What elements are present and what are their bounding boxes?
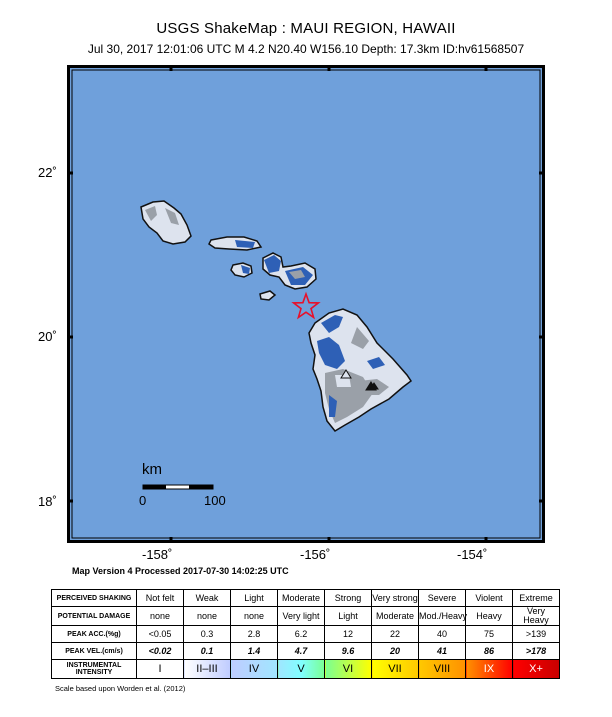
intensity-swatch: I	[137, 660, 184, 679]
legend-cell: 12	[325, 626, 372, 643]
legend-row-acc	[52, 626, 560, 643]
legend-cell: 9.6	[325, 643, 372, 660]
legend-cell: Extreme	[513, 590, 560, 607]
legend-cell: Very light	[278, 607, 325, 626]
legend-row-label: PERCEIVED SHAKING	[52, 590, 137, 607]
legend-row-damage	[52, 607, 560, 626]
legend-cell: 41	[419, 643, 466, 660]
scale-bar	[143, 485, 213, 489]
legend-cell: none	[137, 607, 184, 626]
legend-cell: <0.02	[137, 643, 184, 660]
shakemap	[67, 65, 545, 543]
scale-end: 100	[204, 493, 226, 508]
intensity-swatch: VI	[325, 660, 372, 679]
legend-cell: 4.7	[278, 643, 325, 660]
legend-row-vel	[52, 643, 560, 660]
legend-cell: 2.8	[231, 626, 278, 643]
legend-cell: 0.3	[184, 626, 231, 643]
lon-label-158: -158˚	[142, 547, 173, 562]
legend-cell: Severe	[419, 590, 466, 607]
legend-cell: Very strong	[372, 590, 419, 607]
footnote: Scale based upon Worden et al. (2012)	[55, 684, 186, 693]
map-canvas	[67, 65, 545, 543]
ocean	[67, 65, 545, 543]
legend-cell: Mod./Heavy	[419, 607, 466, 626]
intensity-swatch: X+	[513, 660, 560, 679]
legend-cell: Violent	[466, 590, 513, 607]
map-version: Map Version 4 Processed 2017-07-30 14:02:25 UTC	[72, 566, 289, 576]
legend-cell: Strong	[325, 590, 372, 607]
legend-cell: Heavy	[466, 607, 513, 626]
event-details: Jul 30, 2017 12:01:06 UTC M 4.2 N20.40 W156.10 Depth: 17.3km ID:hv61568507	[87, 42, 525, 56]
legend-cell: 20	[372, 643, 419, 660]
legend-row-label: PEAK ACC.(%g)	[52, 626, 137, 643]
legend-cell: none	[184, 607, 231, 626]
legend-row-shaking	[52, 590, 560, 607]
legend-cell: >139	[513, 626, 560, 643]
legend-row-label: POTENTIAL DAMAGE	[52, 607, 137, 626]
lat-label-20: 20˚	[38, 329, 57, 344]
intensity-swatch: IX	[466, 660, 513, 679]
scale-start: 0	[139, 493, 147, 508]
legend-cell: Weak	[184, 590, 231, 607]
legend-cell: Moderate	[372, 607, 419, 626]
legend-cell: Moderate	[278, 590, 325, 607]
legend-cell: 1.4	[231, 643, 278, 660]
legend-cell: 0.1	[184, 643, 231, 660]
legend-row-label: PEAK VEL.(cm/s)	[52, 643, 137, 660]
legend-cell: Light	[325, 607, 372, 626]
lat-label-22: 22˚	[38, 165, 57, 180]
legend-cell: Light	[231, 590, 278, 607]
legend-row-intensity	[52, 660, 560, 679]
legend-cell: 86	[466, 643, 513, 660]
legend-cell: Very Heavy	[513, 607, 560, 626]
intensity-swatch: II–III	[184, 660, 231, 679]
scale-unit: km	[142, 461, 162, 478]
intensity-legend	[51, 589, 560, 679]
lon-label-154: -154˚	[457, 547, 488, 562]
legend-row-label: INSTRUMENTAL INTENSITY	[52, 660, 137, 679]
legend-cell: 6.2	[278, 626, 325, 643]
legend-cell: <0.05	[137, 626, 184, 643]
legend-cell: 40	[419, 626, 466, 643]
lat-label-18: 18˚	[38, 494, 57, 509]
legend-cell: none	[231, 607, 278, 626]
legend-cell: 75	[466, 626, 513, 643]
map-title: USGS ShakeMap : MAUI REGION, HAWAII	[156, 20, 456, 37]
intensity-swatch: V	[278, 660, 325, 679]
legend-cell: Not felt	[137, 590, 184, 607]
island-lanai	[231, 263, 252, 277]
intensity-swatch: IV	[231, 660, 278, 679]
lon-label-156: -156˚	[300, 547, 331, 562]
legend-cell: >178	[513, 643, 560, 660]
legend-cell: 22	[372, 626, 419, 643]
intensity-swatch: VIII	[419, 660, 466, 679]
intensity-swatch: VII	[372, 660, 419, 679]
